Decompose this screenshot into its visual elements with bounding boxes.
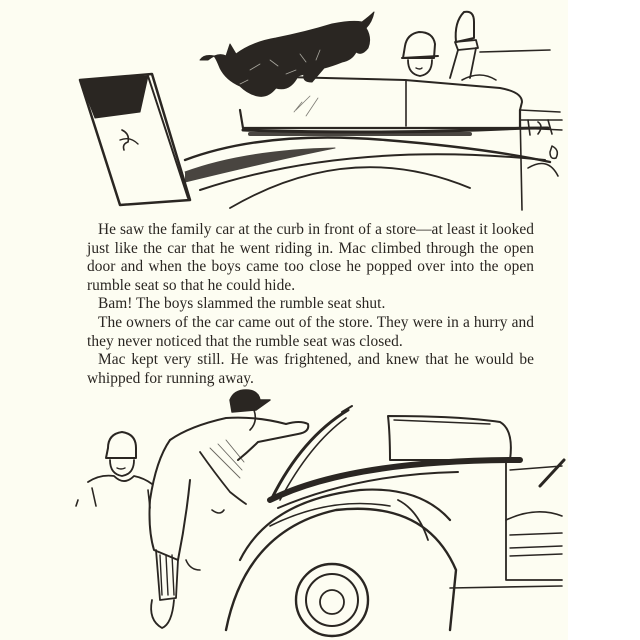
boys-closing-rumble-seat-illustration <box>0 385 568 640</box>
paragraph-1: He saw the family car at the curb in front of a store—at least it looked just like the car that he went riding in. Mac climbed through the open door and when the boys came too close he popped over into the open rumble seat so that he could hide. <box>87 221 534 294</box>
dog-leaping-illustration <box>0 0 568 212</box>
paragraph-3: The owners of the car came out of the store. They were in a hurry and they never noticed that the rumble seat was closed. <box>87 313 534 350</box>
paragraph-2: Bam! The boys slammed the rumble seat shut. <box>98 295 386 313</box>
scottie-dog <box>200 12 374 96</box>
story-text <box>87 221 534 388</box>
paragraph-4: Mac kept very still. He was frightened, and knew that he would be whipped for running away. <box>87 351 534 387</box>
